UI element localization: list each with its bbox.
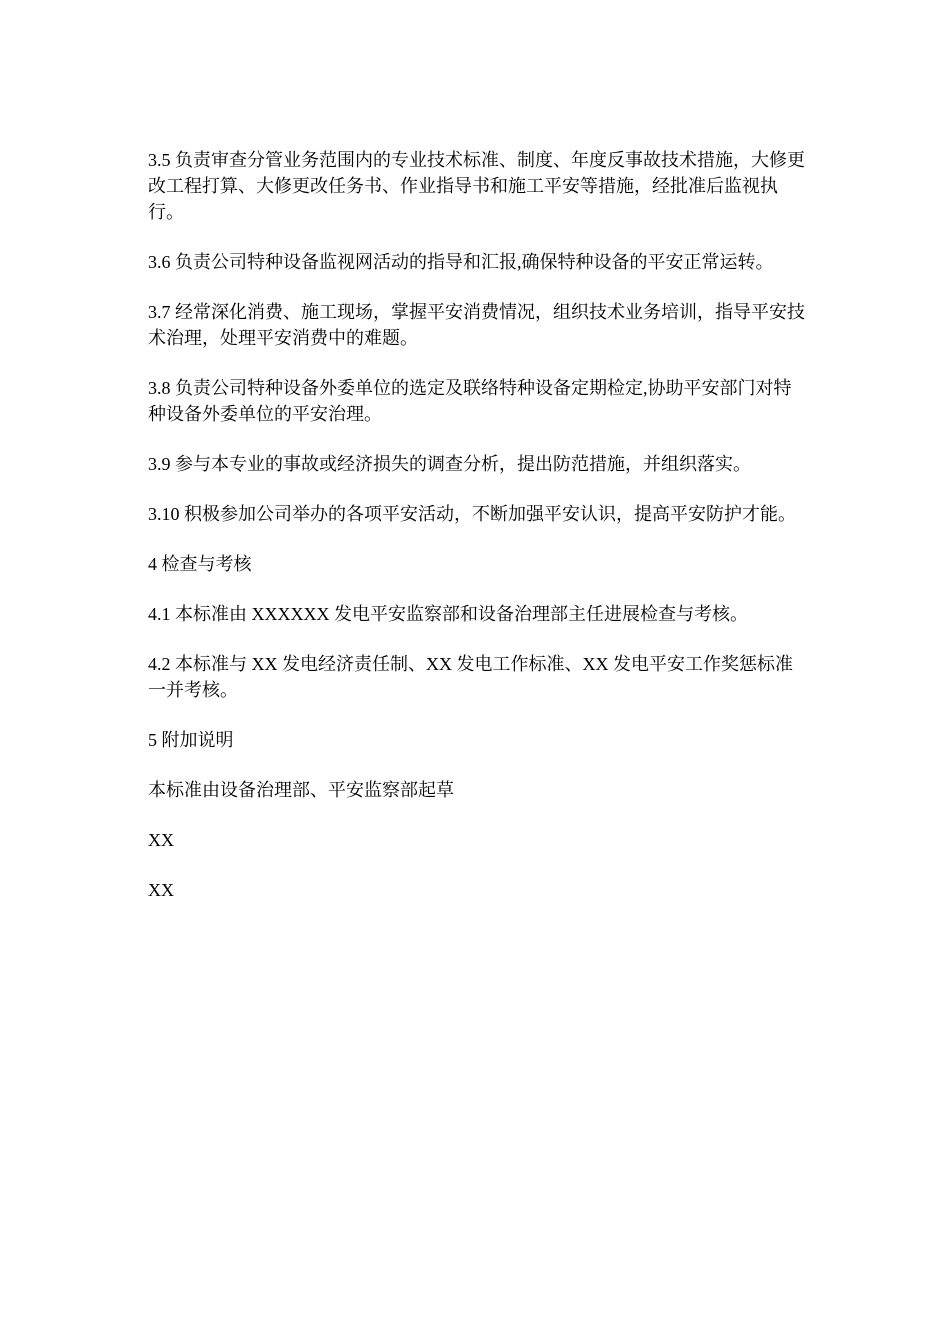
signature-line-1: XX	[148, 830, 174, 850]
paragraph-3-5: 3.5 负责审查分管业务范围内的专业技术标准、制度、年度反事故技术措施，大修更改工程打算、大修更改任务书、作业指导书和施工平安等措施，经批准后监视执行。	[148, 150, 805, 222]
paragraph-4-1: 4.1 本标准由 XXXXXX 发电平安监察部和设备治理部主任进展检查与考核。	[148, 604, 748, 624]
document-page	[148, 147, 808, 927]
paragraph-3-10: 3.10 积极参加公司举办的各项平安活动，不断加强平安认识，提高平安防护才能。	[148, 504, 796, 524]
paragraph-4-2: 4.2 本标准与 XX 发电经济责任制、XX 发电工作标准、XX 发电平安工作奖惩标准一并考核。	[148, 654, 793, 700]
paragraph-3-8: 3.8 负责公司特种设备外委单位的选定及联络特种设备定期检定,协助平安部门对特种设备外委单位的平安治理。	[148, 378, 792, 424]
paragraph-3-7: 3.7 经常深化消费、施工现场，掌握平安消费情况，组织技术业务培训，指导平安技术治理，处理平安消费中的难题。	[148, 302, 805, 348]
section-heading-5: 5 附加说明	[148, 730, 234, 750]
signature-line-2: XX	[148, 880, 174, 900]
drafting-note: 本标准由设备治理部、平安监察部起草	[148, 780, 454, 800]
paragraph-3-6: 3.6 负责公司特种设备监视网活动的指导和汇报,确保特种设备的平安正常运转。	[148, 252, 774, 272]
paragraph-3-9: 3.9 参与本专业的事故或经济损失的调查分析，提出防范措施，并组织落实。	[148, 454, 751, 474]
section-heading-4: 4 检查与考核	[148, 554, 252, 574]
